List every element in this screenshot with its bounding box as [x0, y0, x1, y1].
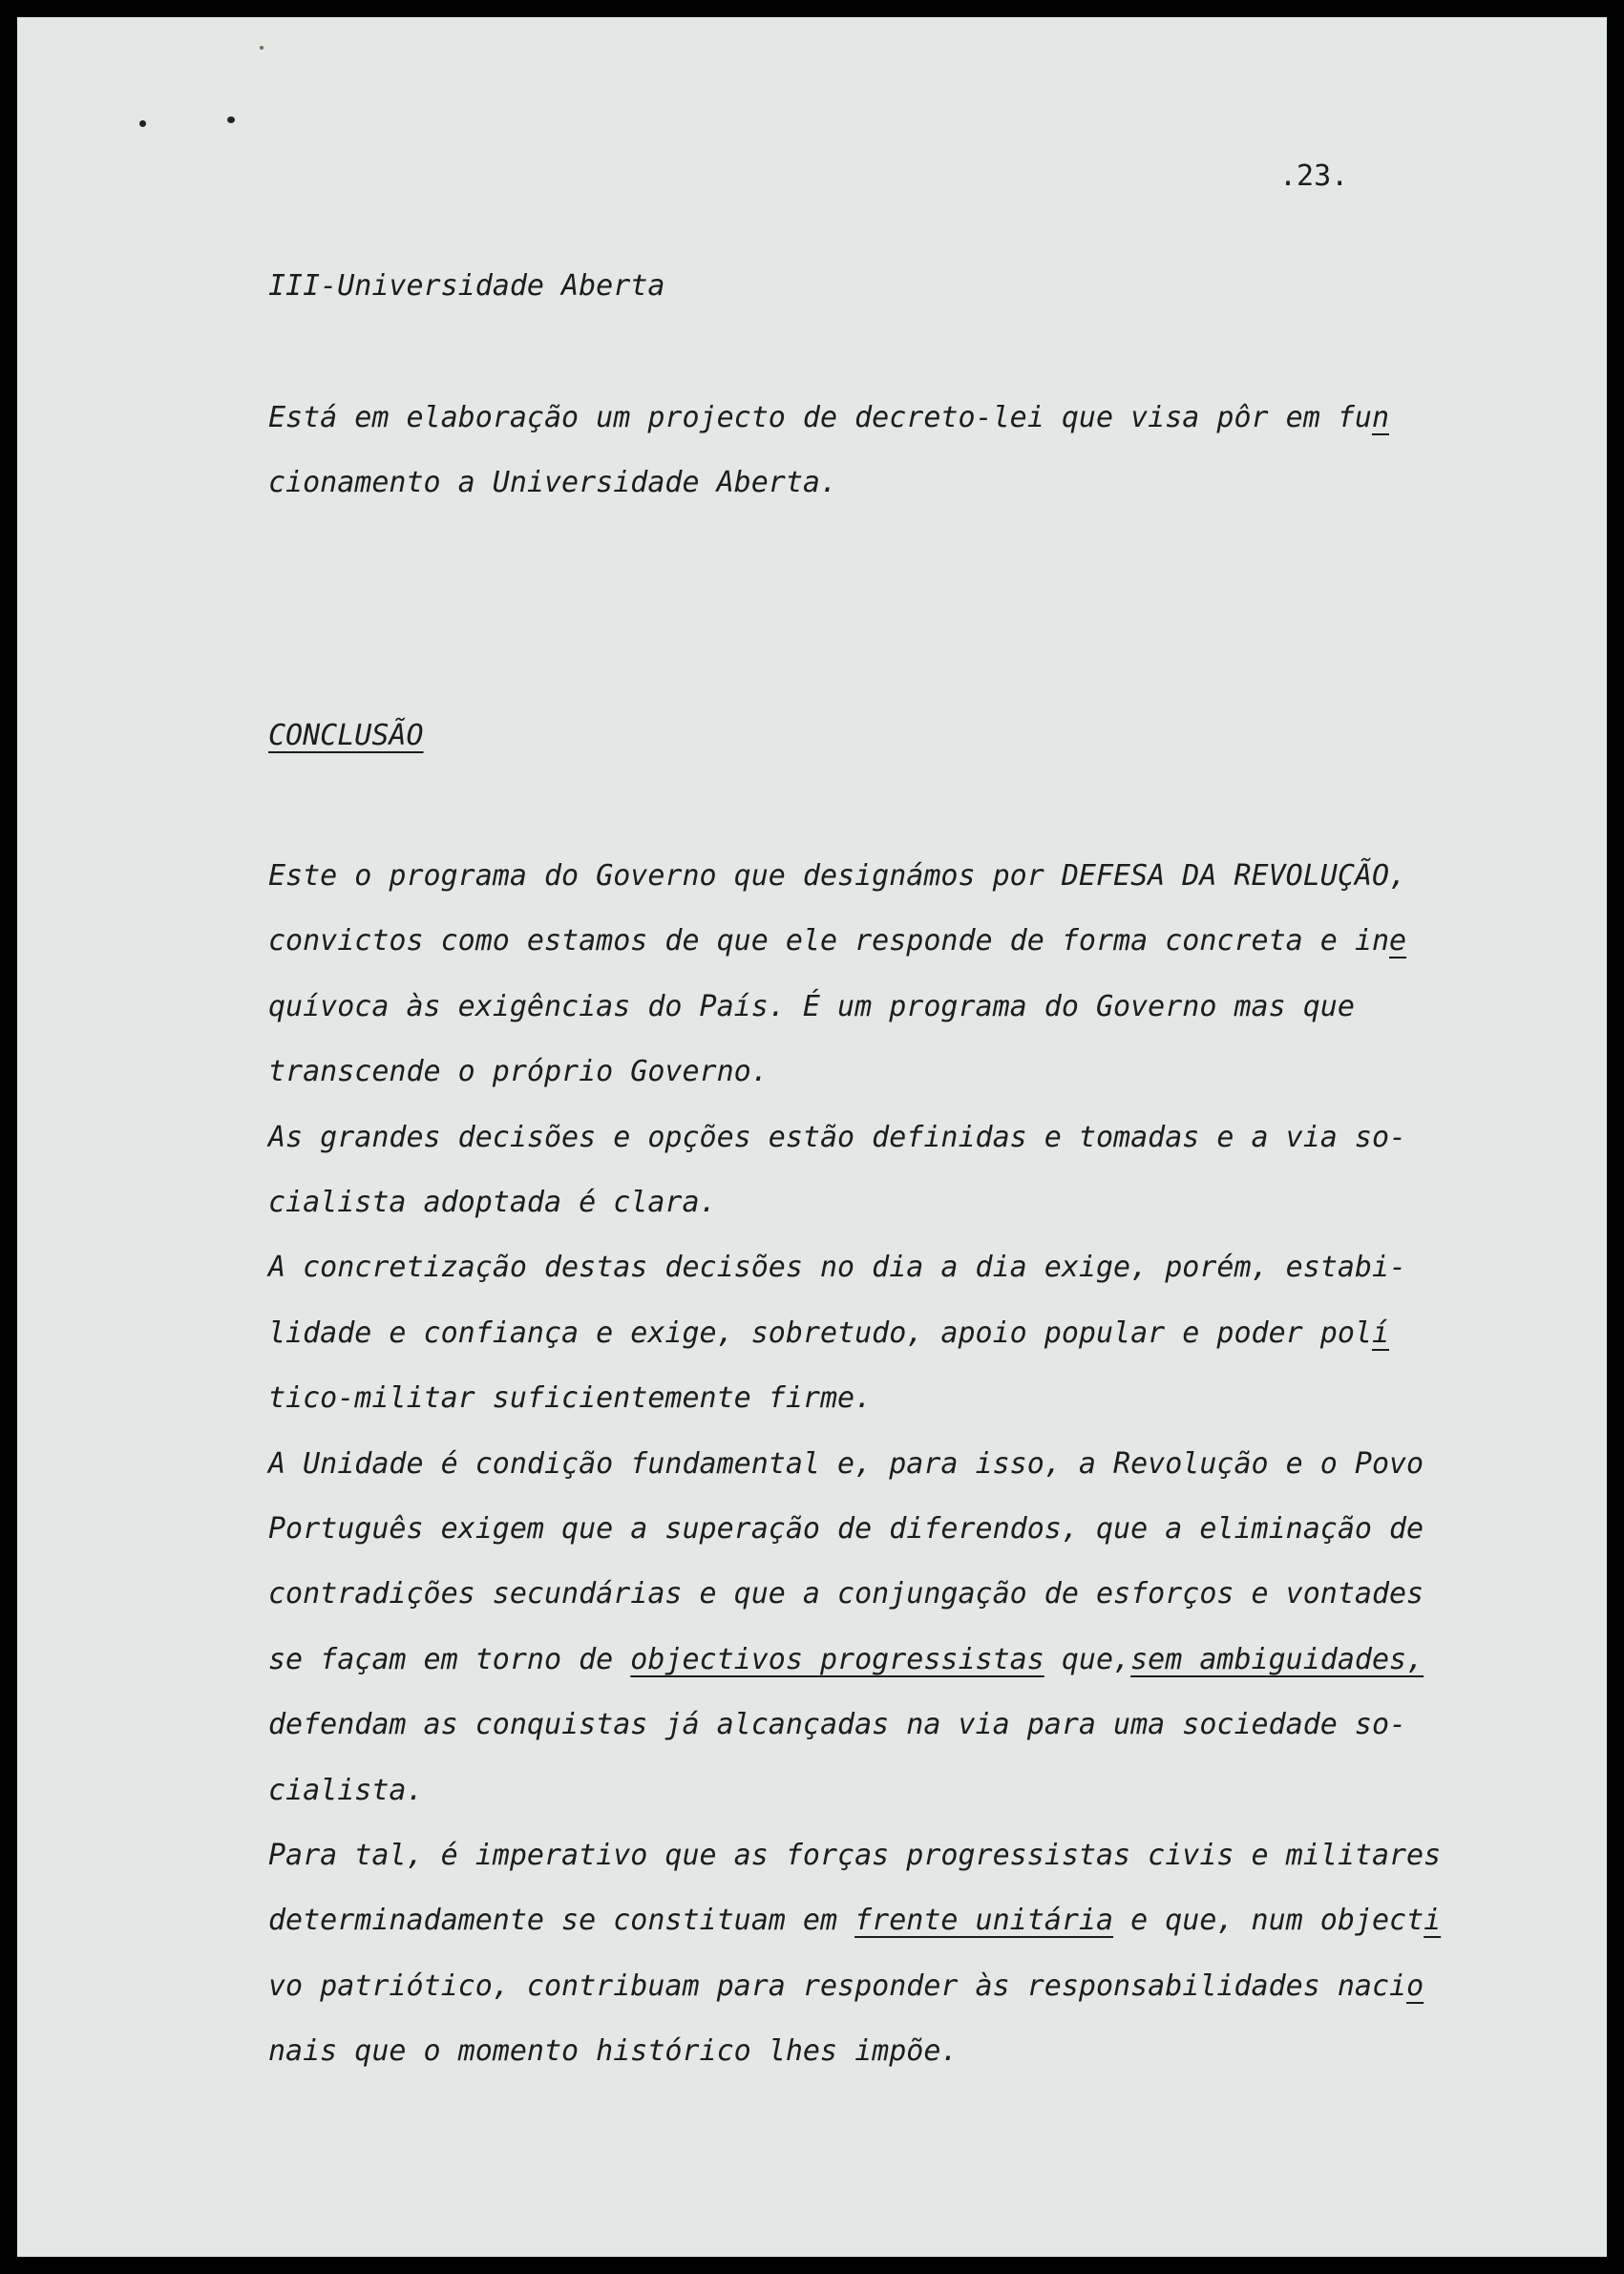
page-number: .23. — [1279, 159, 1349, 193]
text-run: cialista adoptada é clara. — [268, 1186, 717, 1219]
text-line — [268, 1839, 1442, 1872]
text-run: A concretização destas decisões no dia a dia exige, porém, estabi- — [268, 1251, 1407, 1285]
text-run: se façam em torno de — [268, 1642, 631, 1676]
text-run: determinadamente se constituam em — [268, 1904, 855, 1938]
text-run: quívoca às exigências do País. É um programa do Governo mas que — [268, 989, 1355, 1023]
text-run: A Unidade é condição fundamental e, para isso, a Revolução e o Povo — [268, 1446, 1424, 1481]
text-line — [268, 924, 1407, 958]
underlined-text: e — [1389, 924, 1407, 958]
text-line — [268, 1186, 717, 1219]
text-line — [268, 1969, 1424, 2003]
text-run: Este o programa do Governo que designámos por DEFESA DA REVOLUÇÃO, — [268, 859, 1407, 893]
text-line — [268, 1446, 1424, 1481]
text-line — [268, 859, 1407, 893]
text-line — [268, 1120, 1407, 1154]
text-run: convictos como estamos de que ele responde de forma concreta e in — [268, 924, 1389, 958]
underlined-text: i — [1424, 1904, 1442, 1938]
underlined-text: n — [1371, 401, 1389, 434]
text-run: contradições secundárias e que a conjungação de esforços e vontades — [268, 1577, 1424, 1611]
underlined-text: frente unitária — [854, 1904, 1114, 1938]
conclusion-heading: CONCLUSÃO — [268, 719, 424, 752]
text-line — [268, 1904, 1442, 1938]
text-run: lidade e confiança e exige, sobretudo, apoio popular e poder pol — [268, 1316, 1372, 1350]
text-run: Está em elaboração um projecto de decreto-lei que visa pôr em fu — [268, 401, 1372, 434]
ink-speck — [139, 120, 146, 127]
underlined-text: o — [1406, 1969, 1424, 2003]
section-heading: III-Universidade Aberta — [268, 269, 665, 303]
text-line — [268, 1773, 424, 1807]
text-line — [268, 1055, 769, 1089]
text-run: vo patriótico, contribuam para responder às responsabilidades naci — [268, 1969, 1407, 2003]
text-run: cialista. — [268, 1773, 424, 1807]
text-line — [268, 1316, 1389, 1350]
text-line — [268, 2034, 959, 2069]
text-run: que, — [1044, 1642, 1131, 1676]
text-line — [268, 989, 1355, 1023]
document-page — [17, 17, 1607, 2257]
text-run: cionamento a Universidade Aberta. — [268, 466, 838, 499]
text-line — [268, 1577, 1424, 1611]
ink-speck — [227, 116, 235, 123]
text-line — [268, 1642, 1424, 1676]
text-run: defendam as conquistas já alcançadas na via para uma sociedade so- — [268, 1708, 1407, 1742]
text-run: Para tal, é imperativo que as forças progressistas civis e militares — [268, 1839, 1442, 1872]
text-line — [268, 1251, 1407, 1285]
text-run: e que, num object — [1113, 1904, 1424, 1938]
text-run: As grandes decisões e opções estão definidas e tomadas e a via so- — [268, 1120, 1407, 1154]
ink-speck — [260, 46, 264, 50]
text-run: tico-militar suficientemente firme. — [268, 1381, 873, 1416]
text-line — [268, 466, 838, 499]
underlined-text: í — [1371, 1316, 1389, 1350]
text-line — [268, 401, 1389, 434]
text-line — [268, 1708, 1407, 1742]
text-run: Português exigem que a superação de diferendos, que a eliminação de — [268, 1512, 1424, 1546]
text-run: nais que o momento histórico lhes impõe. — [268, 2034, 959, 2069]
underlined-text: objectivos progressistas — [630, 1642, 1044, 1676]
text-line — [268, 1381, 873, 1416]
text-run: transcende o próprio Governo. — [268, 1055, 769, 1089]
underlined-text: sem ambiguidades, — [1130, 1642, 1424, 1676]
text-line — [268, 1512, 1424, 1546]
